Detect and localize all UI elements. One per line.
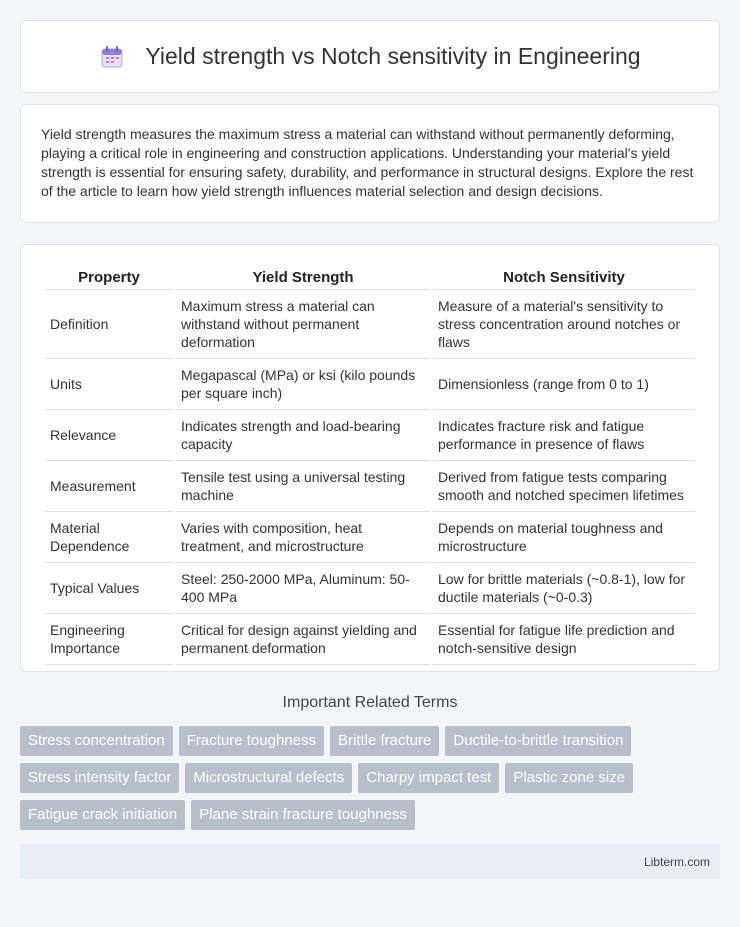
row-notch-sensitivity: Dimensionless (range from 0 to 1) <box>433 359 695 410</box>
table-row <box>45 290 695 359</box>
table-row <box>45 410 695 461</box>
related-term-tag[interactable]: Fracture toughness <box>179 726 324 756</box>
related-terms-title: Important Related Terms <box>282 694 458 711</box>
row-notch-sensitivity: Essential for fatigue life prediction and notch-sensitive design <box>433 614 695 665</box>
row-property: Typical Values <box>45 563 173 614</box>
table-row <box>45 614 695 665</box>
row-notch-sensitivity: Depends on material toughness and microstructure <box>433 512 695 563</box>
table-row <box>45 359 695 410</box>
intro-text: Yield strength measures the maximum stress a material can withstand without permanently deforming, playing a critical role in engineering and construction applications. Understanding your material's yield strength is essential for ensuring safety, durability, and performance in structural designs. Explore the rest of the article to learn how yield strength influences material selection and design decisions. <box>41 126 694 199</box>
related-term-tag[interactable]: Plastic zone size <box>505 763 633 793</box>
intro-card <box>20 104 720 223</box>
row-yield-strength: Steel: 250-2000 MPa, Aluminum: 50-400 MPa <box>176 563 430 614</box>
header-card <box>20 20 720 93</box>
header-property: Property <box>45 265 173 290</box>
row-property: Measurement <box>45 461 173 512</box>
row-yield-strength: Indicates strength and load-bearing capacity <box>176 410 430 461</box>
row-notch-sensitivity: Measure of a material's sensitivity to stress concentration around notches or flaws <box>433 290 695 359</box>
calendar-icon <box>99 44 125 70</box>
row-notch-sensitivity: Low for brittle materials (~0.8-1), low for ductile materials (~0-0.3) <box>433 563 695 614</box>
row-property: Units <box>45 359 173 410</box>
row-yield-strength: Maximum stress a material can withstand without permanent deformation <box>176 290 430 359</box>
row-notch-sensitivity: Derived from fatigue tests comparing smooth and notched specimen lifetimes <box>433 461 695 512</box>
related-term-tag[interactable]: Brittle fracture <box>330 726 439 756</box>
header-notch-sensitivity: Notch Sensitivity <box>433 265 695 290</box>
table-row <box>45 563 695 614</box>
related-term-tag[interactable]: Ductile-to-brittle transition <box>445 726 631 756</box>
related-term-tag[interactable]: Stress concentration <box>20 726 173 756</box>
header-yield-strength: Yield Strength <box>176 265 430 290</box>
row-yield-strength: Megapascal (MPa) or ksi (kilo pounds per square inch) <box>176 359 430 410</box>
row-notch-sensitivity: Indicates fracture risk and fatigue performance in presence of flaws <box>433 410 695 461</box>
related-terms-list <box>20 726 720 830</box>
page-title: Yield strength vs Notch sensitivity in Engineering <box>145 43 641 69</box>
row-property: Relevance <box>45 410 173 461</box>
row-yield-strength: Tensile test using a universal testing machine <box>176 461 430 512</box>
table-header-row <box>45 265 695 290</box>
related-term-tag[interactable]: Charpy impact test <box>358 763 499 793</box>
related-term-tag[interactable]: Plane strain fracture toughness <box>191 800 415 830</box>
comparison-table <box>42 265 698 665</box>
footer <box>20 844 720 879</box>
row-property: Engineering Importance <box>45 614 173 665</box>
row-property: Material Dependence <box>45 512 173 563</box>
related-term-tag[interactable]: Fatigue crack initiation <box>20 800 185 830</box>
comparison-card <box>20 244 720 672</box>
footer-brand-link[interactable]: Libterm.com <box>643 854 710 869</box>
row-yield-strength: Varies with composition, heat treatment, and microstructure <box>176 512 430 563</box>
row-yield-strength: Critical for design against yielding and permanent deformation <box>176 614 430 665</box>
table-row <box>45 461 695 512</box>
table-row <box>45 512 695 563</box>
row-property: Definition <box>45 290 173 359</box>
related-term-tag[interactable]: Stress intensity factor <box>20 763 179 793</box>
related-term-tag[interactable]: Microstructural defects <box>185 763 352 793</box>
